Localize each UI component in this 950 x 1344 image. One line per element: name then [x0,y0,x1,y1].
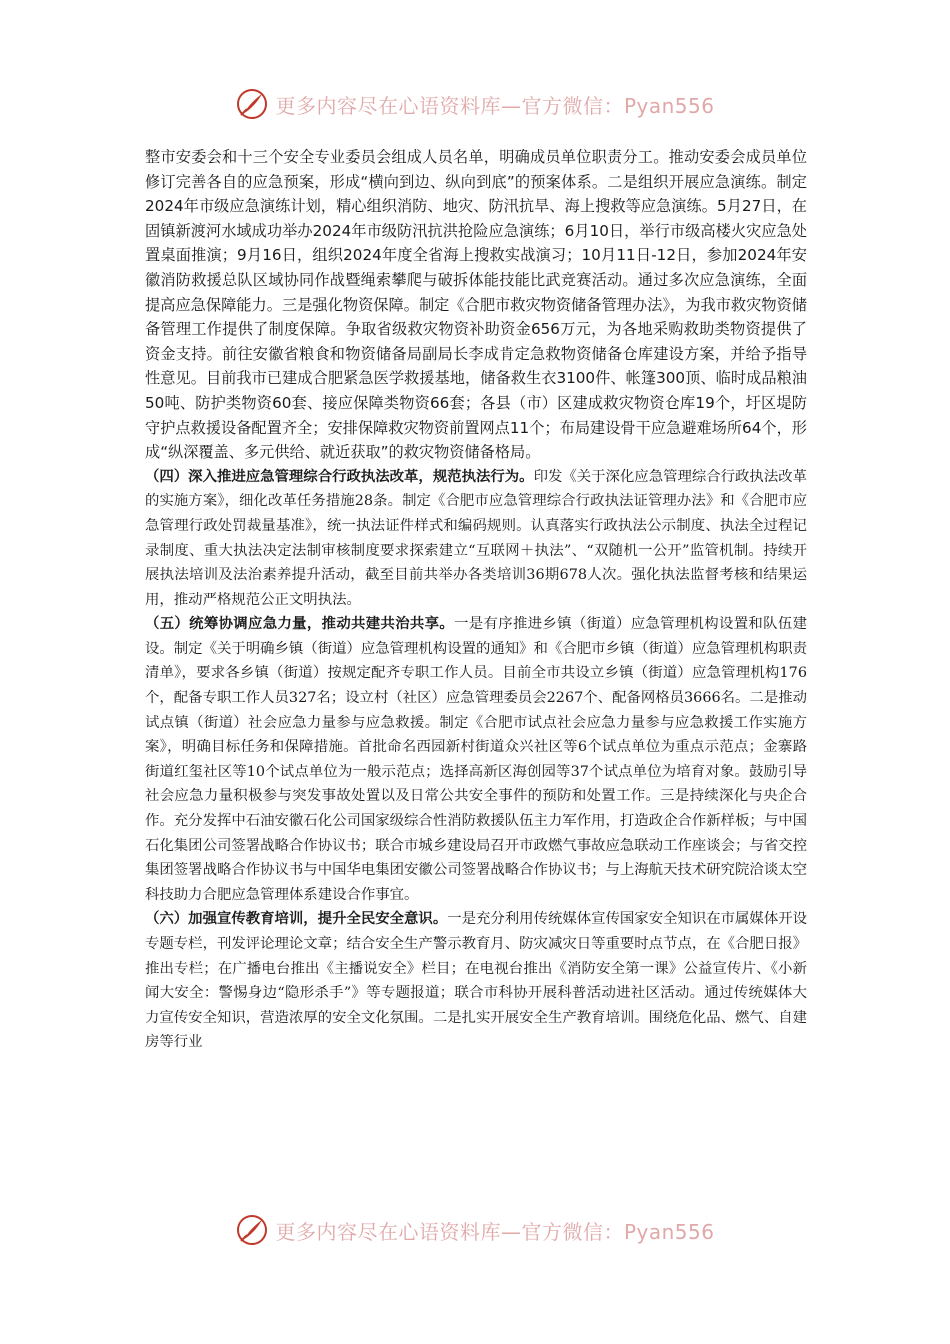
footer-watermark [0,1212,950,1248]
watermark-text: 更多内容尽在心语资料库—官方微信：Pyan556 [275,1219,715,1244]
watermark-text: 更多内容尽在心语资料库—官方微信：Pyan556 [275,93,715,118]
quill-logo-icon [235,87,269,121]
paragraph-2-lead: （四）深入推进应急管理综合行政执法改革，规范执法行为。 [145,468,534,485]
quill-logo-icon [235,1213,269,1247]
paragraph-3 [145,612,807,907]
paragraph-2-body: 印发《关于深化应急管理综合行政执法改革的实施方案》，细化改革任务措施28条。制定《合肥市应急管理综合行政执法证管理办法》和《合肥市应急管理行政处罚裁量基准》，统一执法证件样式和编码规则。认真落实行政执法公示制度、执法全过程记录制度、重大执法决定法制审核制度要求探索建立“互联网＋执法”、“双随机一公开”监管机制。持续开展执法培训及法治素养提升活动，截至目前共举办各类培训36期678人次。强化执法监督考核和结果运用，推动严格规范公正文明执法。 [145,468,807,608]
paragraph-4-body: 一是充分利用传统媒体宣传国家安全知识在市属媒体开设专题专栏，刊发评论理论文章；结合安全生产警示教育月、防灾减灾日等重要时点节点，在《合肥日报》推出专栏；在广播电台推出《主播说安全》栏目；在电视台推出《消防安全第一课》公益宣传片、《小新闻大安全：警惕身边“隐形杀手”》等专题报道；联合市科协开展科普活动进社区活动。通过传统媒体大力宣传安全知识，营造浓厚的安全文化氛围。二是扎实开展安全生产教育培训。围绕危化品、燃气、自建房等行业 [145,911,807,1051]
paragraph-1 [145,145,807,465]
paragraph-4 [145,907,807,1055]
document-body [145,145,807,1055]
paragraph-3-body: 一是有序推进乡镇（街道）应急管理机构设置和队伍建设。制定《关于明确乡镇（街道）应急管理机构设置的通知》和《合肥市乡镇（街道）应急管理机构职责清单》，要求各乡镇（街道）按规定配齐专职工作人员。目前全市共设立乡镇（街道）应急管理机构176个，配备专职工作人员327名；设立村（社区）应急管理委员会2267个、配备网格员3666名。二是推动试点镇（街道）社会应急力量参与应急救援。制定《合肥市试点社会应急力量参与应急救援工作实施方案》，明确目标任务和保障措施。首批命名西园新村街道众兴社区等6个试点单位为重点示范点；金寨路街道红玺社区等10个试点单位为一般示范点；选择高新区海创园等37个试点单位为培育对象。鼓励引导社会应急力量积极参与突发事故处置以及日常公共安全事件的预防和处置工作。三是持续深化与央企合作。充分发挥中石油安徽石化公司国家级综合性消防救援队伍主力军作用，打造政企合作新样板；与中国石化集团公司签署战略合作协议书；联合市城乡建设局召开市政燃气事故应急联动工作座谈会；与省交控集团签署战略合作协议书与中国华电集团安徽公司签署战略合作协议书；与上海航天技术研究院洽谈太空科技助力合肥应急管理体系建设合作事宜。 [145,616,807,903]
paragraph-4-lead: （六）加强宣传教育培训，提升全民安全意识。 [145,911,448,928]
paragraph-1-body: 整市安委会和十三个安全专业委员会组成人员名单，明确成员单位职责分工。推动安委会成员单位修订完善各自的应急预案，形成“横向到边、纵向到底”的预案体系。二是组织开展应急演练。制定2024年市级应急演练计划，精心组织消防、地灾、防汛抗旱、海上搜救等应急演练。5月27日，在固镇新渡河水域成功举办2024年市级防汛抗洪抢险应急演练；6月10日，举行市级高楼火灾应急处置桌面推演；9月16日，组织2024年度全省海上搜救实战演习；10月11日-12日，参加2024年安徽消防救援总队区域协同作战暨绳索攀爬与破拆体能技能比武竞赛活动。通过多次应急演练，全面提高应急保障能力。三是强化物资保障。制定《合肥市救灾物资储备管理办法》，为我市救灾物资储备管理工作提供了制度保障。争取省级救灾物资补助资金656万元，为各地采购救助类物资提供了资金支持。前往安徽省粮食和物资储备局副局长李成肯定急救物资储备仓库建设方案，并给予指导性意见。目前我市已建成合肥紧急医学救援基地，储备救生衣3100件、帐篷300顶、临时成品粮油50吨、防护类物资60套、接应保障类物资66套；各县（市）区建成救灾物资仓库19个，圩区堤防守护点救援设备配置齐全；安排保障救灾物资前置网点11个；布局建设骨干应急避难场所64个，形成“纵深覆盖、多元供给、就近获取”的救灾物资储备格局。 [145,148,807,462]
header-watermark [0,86,950,122]
paragraph-3-lead: （五）统筹协调应急力量，推动共建共治共享。 [145,616,455,633]
paragraph-2 [145,465,807,613]
